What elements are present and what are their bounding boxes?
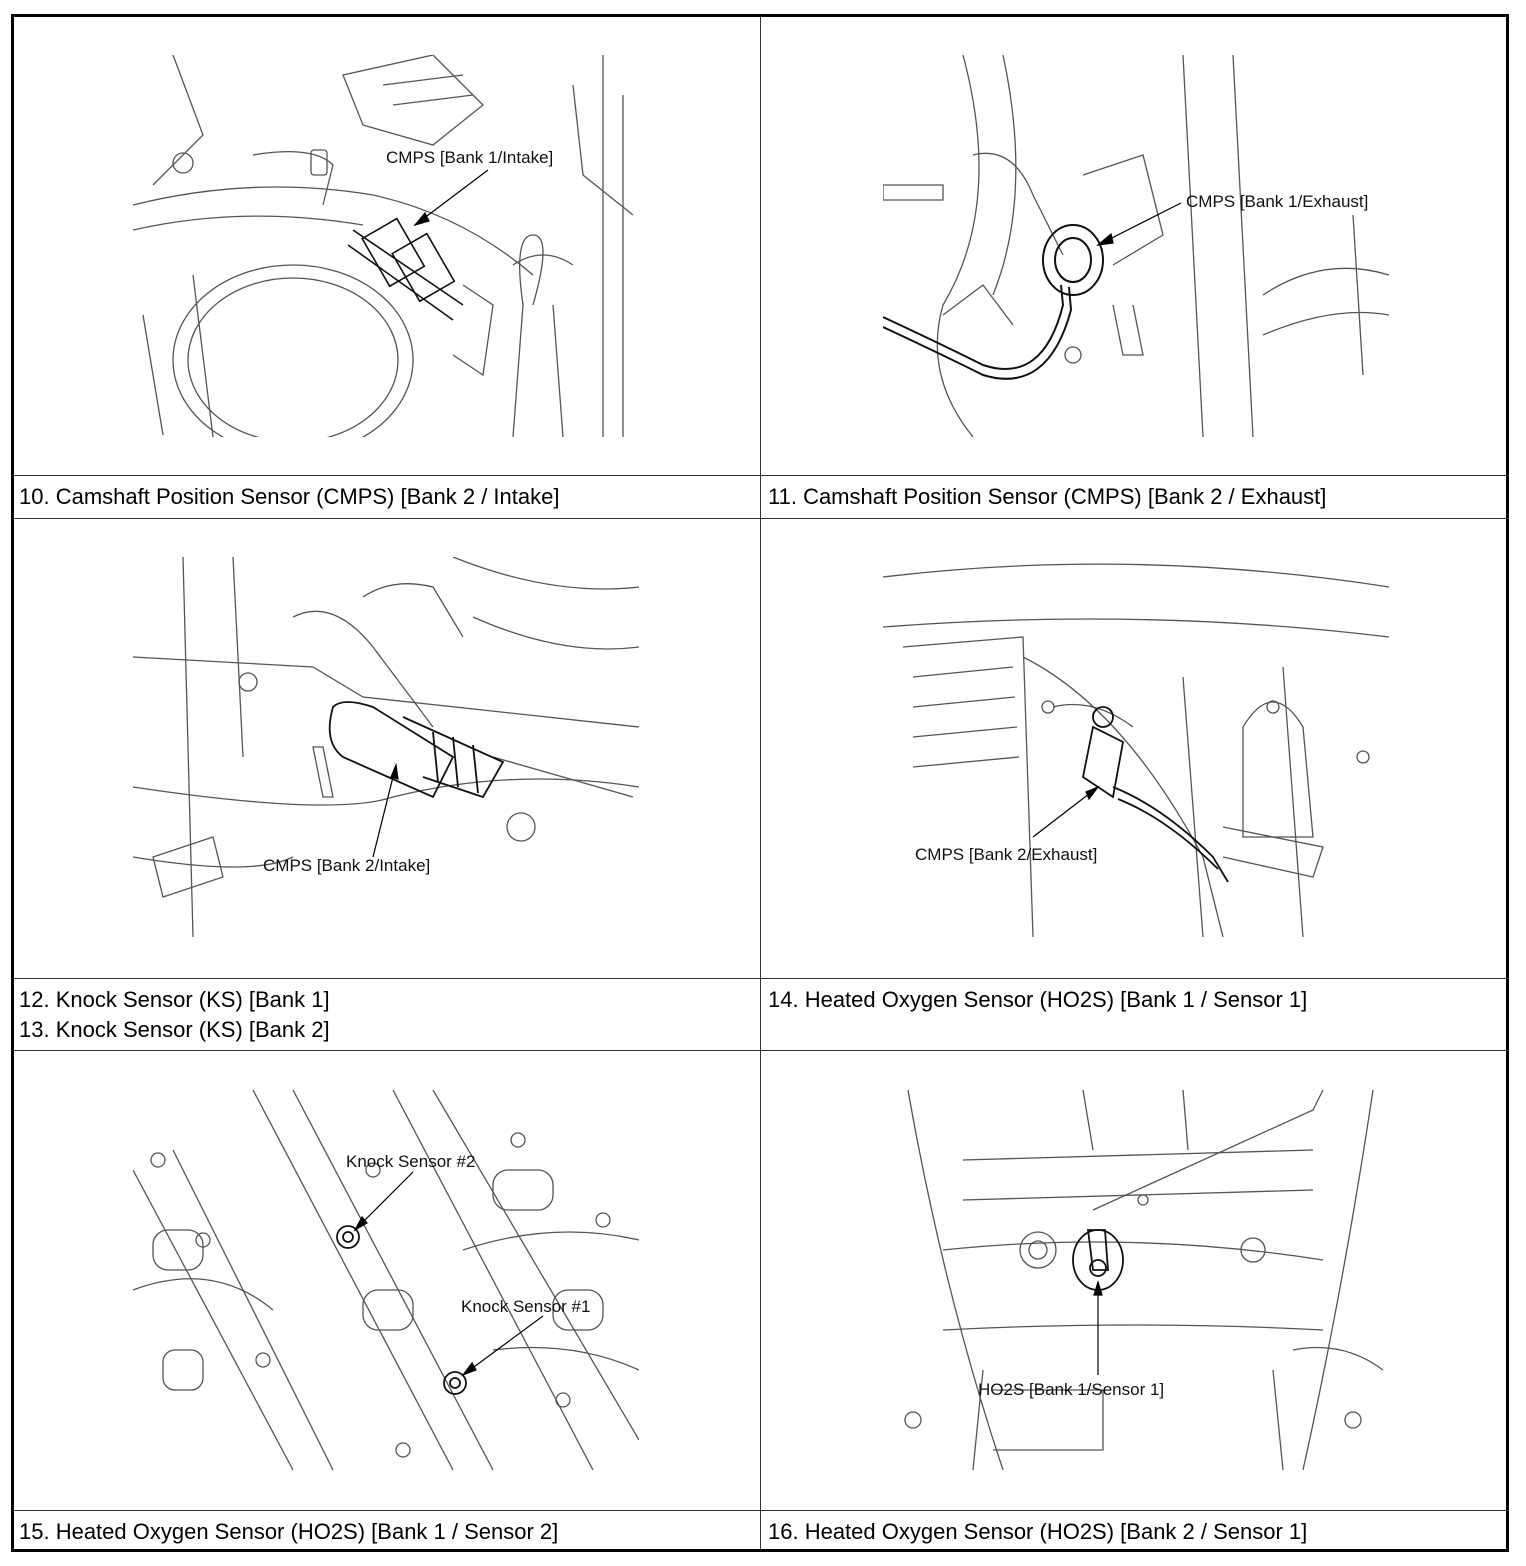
callout-label: CMPS [Bank 1/Exhaust] (1186, 192, 1369, 211)
caption-line: 12. Knock Sensor (KS) [Bank 1] (19, 987, 330, 1012)
ho2s-bank1-sensor1-illustration (883, 1090, 1389, 1470)
cmps-bank1-intake-illustration (133, 55, 639, 437)
cmps-bank2-exhaust-illustration (883, 557, 1389, 937)
caption: 15. Heated Oxygen Sensor (HO2S) [Bank 1 / Sensor 2] (19, 1519, 559, 1544)
row-divider (14, 1510, 1509, 1511)
row-divider (14, 475, 1509, 476)
callout-label: CMPS [Bank 2/Exhaust] (915, 845, 1098, 864)
caption (19, 985, 330, 1045)
caption: 11. Camshaft Position Sensor (CMPS) [Bank 2 / Exhaust] (768, 484, 1327, 509)
callout-label: Knock Sensor #2 (346, 1152, 476, 1171)
caption-line: 13. Knock Sensor (KS) [Bank 2] (19, 1017, 330, 1042)
row-divider (14, 978, 1509, 979)
cmps-bank2-intake-illustration (133, 557, 639, 937)
row-divider (14, 1050, 1509, 1051)
callout-label: Knock Sensor #1 (461, 1297, 591, 1316)
callout-label: CMPS [Bank 2/Intake] (263, 856, 431, 875)
cmps-bank1-exhaust-illustration (883, 55, 1389, 437)
row-divider (14, 518, 1509, 519)
caption: 16. Heated Oxygen Sensor (HO2S) [Bank 2 / Sensor 1] (768, 1519, 1308, 1544)
callout-label: CMPS [Bank 1/Intake] (386, 148, 554, 167)
caption: 10. Camshaft Position Sensor (CMPS) [Bank 2 / Intake] (19, 484, 560, 509)
column-divider (760, 17, 761, 1550)
callout-label: HO2S [Bank 1/Sensor 1] (978, 1380, 1165, 1399)
caption: 14. Heated Oxygen Sensor (HO2S) [Bank 1 / Sensor 1] (768, 987, 1308, 1012)
knock-sensor-illustration (133, 1090, 639, 1470)
